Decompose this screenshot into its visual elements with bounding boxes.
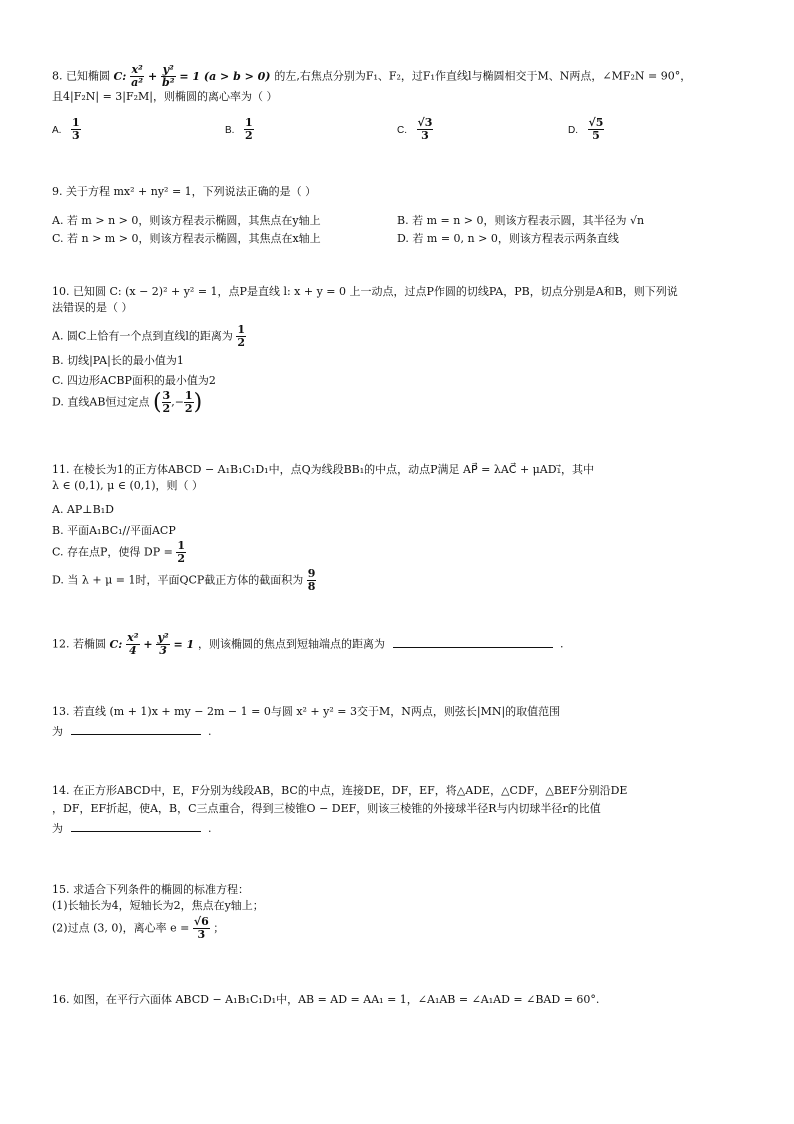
- question-9: 9. 关于方程 mx² + ny² = 1，下列说法正确的是（ ）: [52, 185, 317, 198]
- q8-option-c: C. $\frac{√3}{3}$: [397, 116, 433, 142]
- question-12: 12. 若椭圆 C: $\frac{\text{x²}}{4}$ + $\frac{\text{y²}}{3}$ = 1 ，则该椭圆的焦点到短轴端点的距离为 .: [52, 631, 564, 657]
- question-8: [52, 64, 752, 105]
- q10-option-d: D. 直线AB恒过定点 ( $\frac{3}{2}$ ,− $\frac{1}{2}$ ): [52, 389, 203, 415]
- q10-option-a: A. 圆C上恰有一个点到直线l的距离为 $\frac{1}{2}$: [52, 323, 246, 349]
- q11-option-a: A. AP⊥B₁D: [52, 503, 114, 516]
- q8-ellipse-equation: C: $\frac{\text{x²}}{\text{a²}}$ + $\frac{\text{y²}}{\text{b²}}$ = 1 (a > b > 0): [113, 63, 275, 89]
- q9-option-b: B. 若 m = n > 0，则该方程表示圆，其半径为 √n: [397, 214, 645, 227]
- q13-answer-blank[interactable]: [71, 724, 201, 735]
- question-14: 14. 在正方形ABCD中，E，F分别为线段AB，BC的中点，连接DE，DF，EF，将△ADE，△CDF，△BEF分别沿DE ，DF，EF折起，使A，B，C三点重合，得到三棱锥O − DEF，则该三棱锥的外接球半径R与内切球半径r的比值 为 .: [52, 784, 628, 835]
- q10-option-b: B. 切线|PA|长的最小值为1: [52, 354, 184, 367]
- q11-option-c: C. 存在点P，使得 DP = $\frac{1}{2}$: [52, 539, 186, 565]
- q9-option-a: A. 若 m > n > 0，则该方程表示椭圆，其焦点在y轴上: [52, 214, 321, 227]
- q8-line2: 且4|F₂N| = 3|F₂M|，则椭圆的离心率为（ ）: [52, 90, 278, 103]
- q8-option-b: B. $\frac{1}{2}$: [225, 116, 253, 142]
- q11-option-b: B. 平面A₁BC₁//平面ACP: [52, 524, 176, 537]
- q9-option-c: C. 若 n > m > 0，则该方程表示椭圆，其焦点在x轴上: [52, 232, 321, 245]
- question-10: 10. 已知圆 C: (x − 2)² + y² = 1，点P是直线 l: x + y = 0 上一动点，过点P作圆的切线PA，PB，切点分别是A和B，则下列说 法错误的是（ ）: [52, 285, 678, 314]
- question-16: 16. 如图，在平行六面体 ABCD − A₁B₁C₁D₁中，AB = AD = AA₁ = 1，∠A₁AB = ∠A₁AD = ∠BAD = 60°.: [52, 993, 600, 1006]
- q8-option-a: A. $\frac{1}{3}$: [52, 116, 80, 142]
- q14-answer-blank[interactable]: [71, 821, 201, 832]
- q8-option-d: D. $\frac{√5}{5}$: [568, 116, 604, 142]
- q11-option-d: D. 当 λ + μ = 1时，平面QCP截正方体的截面积为 $\frac{9}{8}$: [52, 567, 316, 593]
- question-13: 13. 若直线 (m + 1)x + my − 2m − 1 = 0与圆 x² + y² = 3交于M，N两点，则弦长|MN|的取值范围 为 .: [52, 705, 561, 738]
- question-11: 11. 在棱长为1的正方体ABCD − A₁B₁C₁D₁中，点Q为线段BB₁的中点，动点P满足 AP⃗ = λAC⃗ + μAD₁⃗，其中 λ ∈ (0,1), μ ∈ (0,1)，则（ ）: [52, 463, 594, 492]
- q9-option-d: D. 若 m = 0, n > 0，则该方程表示两条直线: [397, 232, 619, 245]
- q8-line1: 8. 已知椭圆 C: $\frac{\text{x²}}{\text{a²}}$ + $\frac{\text{y²}}{\text{b²}}$ = 1 (a > b > 0) 的左,右焦点分别为F₁、F₂，过F₁作直线l与椭圆相交于M、N两点，∠MF₂N = 90°，: [52, 63, 692, 89]
- q12-answer-blank[interactable]: [393, 637, 553, 648]
- question-15: 15. 求适合下列条件的椭圆的标准方程： (1)长轴长为4，短轴长为2，焦点在y轴上； (2)过点 (3, 0)，离心率 e = $\frac{√6}{3}$ ；: [52, 883, 264, 941]
- q10-option-c: C. 四边形ACBP面积的最小值为2: [52, 374, 216, 387]
